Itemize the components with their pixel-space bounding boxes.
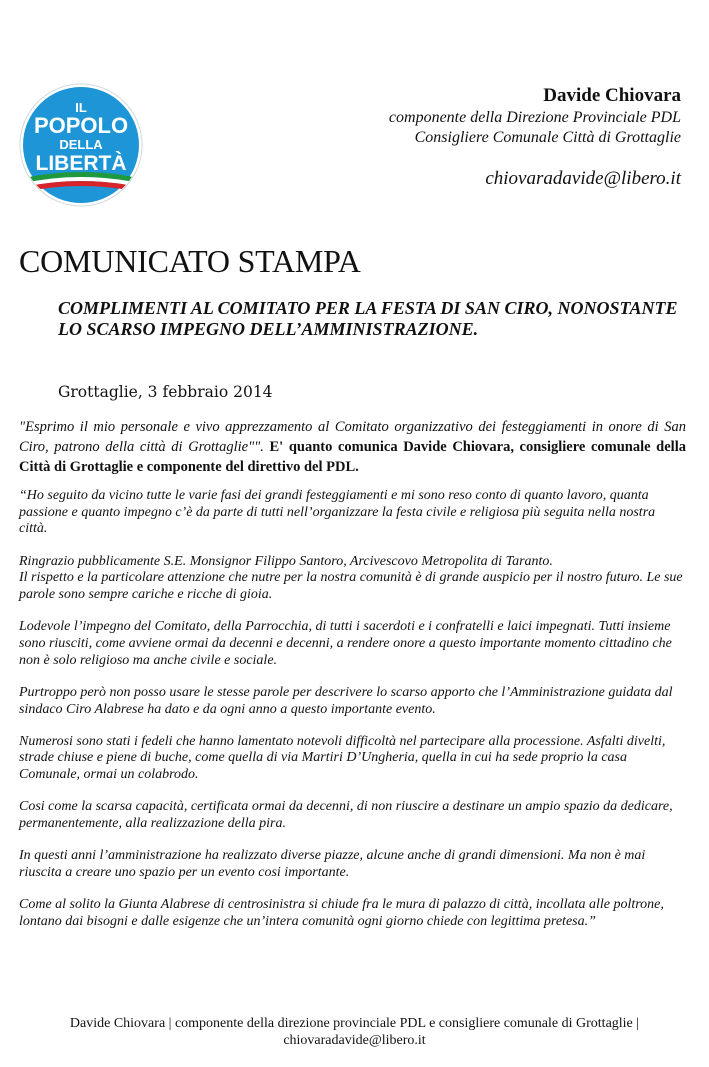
author-role-1: componente della Direzione Provinciale PDL	[388, 109, 681, 126]
author-header	[389, 84, 681, 191]
lead-quote: "Esprimo il mio personale e vivo apprezzamento al Comitato organizzativo dei festeggiamenti in onore di San Ciro, patrono della città di Grottaglie"".	[19, 419, 686, 455]
party-logo	[19, 83, 143, 207]
lead-paragraph	[19, 417, 686, 477]
author-role-2: Consigliere Comunale Città di Grottaglie	[414, 129, 681, 146]
body-paragraph: Come al solito la Giunta Alabrese di centrosinistra si chiude fra le mura di palazzo di città, incollata alle poltrone, lontano dai bisogni e dalle esigenze che un’intera comunità ogni giorno chiede con legittima pretesa.”	[19, 897, 664, 929]
body-paragraph: Cosi come la scarsa capacità, certificata ormai da decenni, di non riuscire a destinare un ampio spazio da dedicare, permanentemente, alla realizzazione della pira.	[19, 799, 673, 832]
logo-text-popolo: POPOLO	[33, 113, 129, 138]
page-footer	[0, 1015, 709, 1049]
press-release-body	[19, 417, 686, 931]
logo-text-della: DELLA	[59, 137, 103, 152]
footer-email: chiovaradavide@libero.it	[283, 1033, 426, 1048]
page-title: COMUNICATO STAMPA	[19, 243, 361, 279]
author-name: Davide Chiovara	[543, 85, 681, 106]
body-line: Ringrazio pubblicamente S.E. Monsignor Filippo Santoro, Arcivescovo Metropolita di Taranto. Il rispetto e la particolare attenzione che nutre per la nostra comunità è di grande auspicio per il nostro futuro. Le sue parole sono sempre cariche e ricche di gioia.	[19, 553, 683, 603]
body-paragraph: Numerosi sono stati i fedeli che hanno lamentato notevoli difficoltà nel partecipare alla processione. Asfalti divelti, strade chiuse e piene di buche, come quella di via Martiri D’Ungheria, quella in cui ha sede proprio la casa Comunale, ormai un colabrodo.	[19, 733, 666, 783]
dateline: Grottaglie, 3 febbraio 2014	[58, 383, 273, 401]
body-paragraph: “Ho seguito da vicino tutte le varie fasi dei grandi festeggiamenti e mi sono reso conto di quanto lavoro, quanta passione e quanto impegno c’è da parte di tutti nell’organizzare la festa civile e religiosa più seguita nella nostra città.	[19, 488, 656, 537]
body-paragraph: In questi anni l’amministrazione ha realizzato diverse piazze, alcune anche di grandi dimensioni. Ma non è mai riuscita a creare uno spazio per un evento cosi importante.	[19, 848, 646, 880]
lead-attribution: E' quanto comunica Davide Chiovara, consigliere comunale della Città di Grottaglie e componente del direttivo del PDL.	[19, 439, 686, 475]
body-paragraph: Purtroppo però non posso usare le stesse parole per descrivere lo scarso apporto che l’Amministrazione guidata dal sindaco Ciro Alabrese ha dato e da ogni anno a questo importante evento.	[19, 684, 673, 717]
logo-text-il: IL	[75, 100, 87, 115]
press-release-headline: COMPLIMENTI AL COMITATO PER LA FESTA DI SAN CIRO, NONOSTANTE LO SCARSO IMPEGNO DELL’AMMINISTRAZIONE.	[58, 298, 678, 339]
popolo-della-liberta-logo-icon	[19, 83, 143, 207]
author-email: chiovaradavide@libero.it	[485, 168, 681, 189]
logo-text-liberta: LIBERTÀ	[35, 152, 127, 175]
body-paragraph	[19, 554, 686, 604]
footer-line-1: Davide Chiovara | componente della direzione provinciale PDL e consigliere comunale di Grottaglie |	[69, 1016, 640, 1031]
body-paragraph: Lodevole l’impegno del Comitato, della Parrocchia, di tutti i sacerdoti e i confratelli e laici impegnati. Tutti insieme sono riusciti, come avviene ormai da decenni e decenni, a rendere onore a questo importante momento cittadino che non è solo religioso ma anche civile e sociale.	[19, 619, 672, 668]
